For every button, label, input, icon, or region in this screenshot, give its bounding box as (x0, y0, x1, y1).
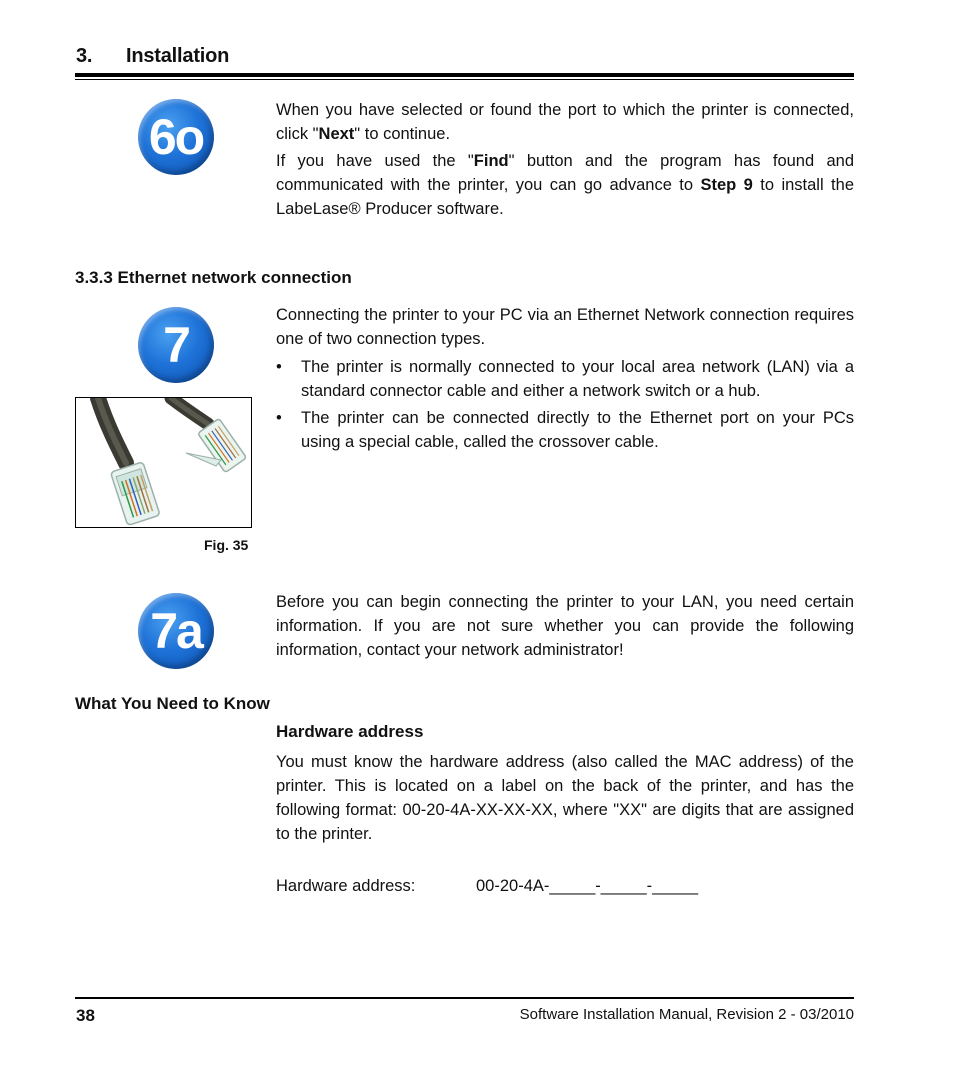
list-item: • The printer is normally connected to your local area network (LAN) via a standard connector cable and either a network switch or a hub. (276, 355, 854, 403)
figure-caption: Fig. 35 (204, 537, 249, 553)
page-number: 38 (76, 1006, 95, 1025)
step-6o-paragraph-2: If you have used the "Find" button and the program has found and communicated with the printer, you can go advance to Step 9 to install the LabeLase® Producer software. (276, 152, 855, 218)
section-number: 3. (76, 45, 93, 67)
header-rule-thin (75, 79, 854, 80)
list-item: • The printer can be connected directly to the Ethernet port on your PCs using a special cable, called the crossover cable. (276, 406, 854, 454)
step-7a-paragraph: Before you can begin connecting the printer to your LAN, you need certain information. If you are not sure whether you can provide the following information, contact your network administrator! (276, 593, 854, 659)
ethernet-cable-illustration (76, 398, 251, 527)
hardware-address-heading: Hardware address (276, 722, 424, 741)
what-you-need-heading: What You Need to Know (75, 694, 270, 713)
bullet-dot: • (276, 409, 282, 427)
footer-document-title: Software Installation Manual, Revision 2 - 03/2010 (519, 1006, 854, 1023)
step-7-badge: 7 (138, 307, 214, 383)
ethernet-cable-figure (75, 397, 252, 528)
step-6o-badge: 6o (138, 99, 214, 175)
header-rule (75, 73, 854, 77)
bullet-dot: • (276, 358, 282, 376)
step-7-intro: Connecting the printer to your PC via an Ethernet Network connection requires one of two connection types. (276, 306, 854, 348)
hardware-address-field: 00-20-4A-_____-_____-_____ (476, 877, 699, 895)
step-7a-badge: 7a (138, 593, 214, 669)
step-6o-paragraph-1: When you have selected or found the port to which the printer is connected, click "Next" to continue. (276, 101, 854, 143)
connection-type-list (276, 355, 854, 457)
hardware-address-label: Hardware address: (276, 877, 416, 895)
section-title (76, 45, 229, 68)
subsection-title: 3.3.3 Ethernet network connection (75, 268, 352, 287)
hardware-address-paragraph: You must know the hardware address (also called the MAC address) of the printer. This is located on a label on the back of the printer, and has the following format: 00-20-4A-XX-XX-XX, where "XX" are digits that are assigned to the printer. (276, 753, 854, 843)
section-title-text: Installation (126, 45, 230, 67)
footer-rule (75, 997, 854, 999)
